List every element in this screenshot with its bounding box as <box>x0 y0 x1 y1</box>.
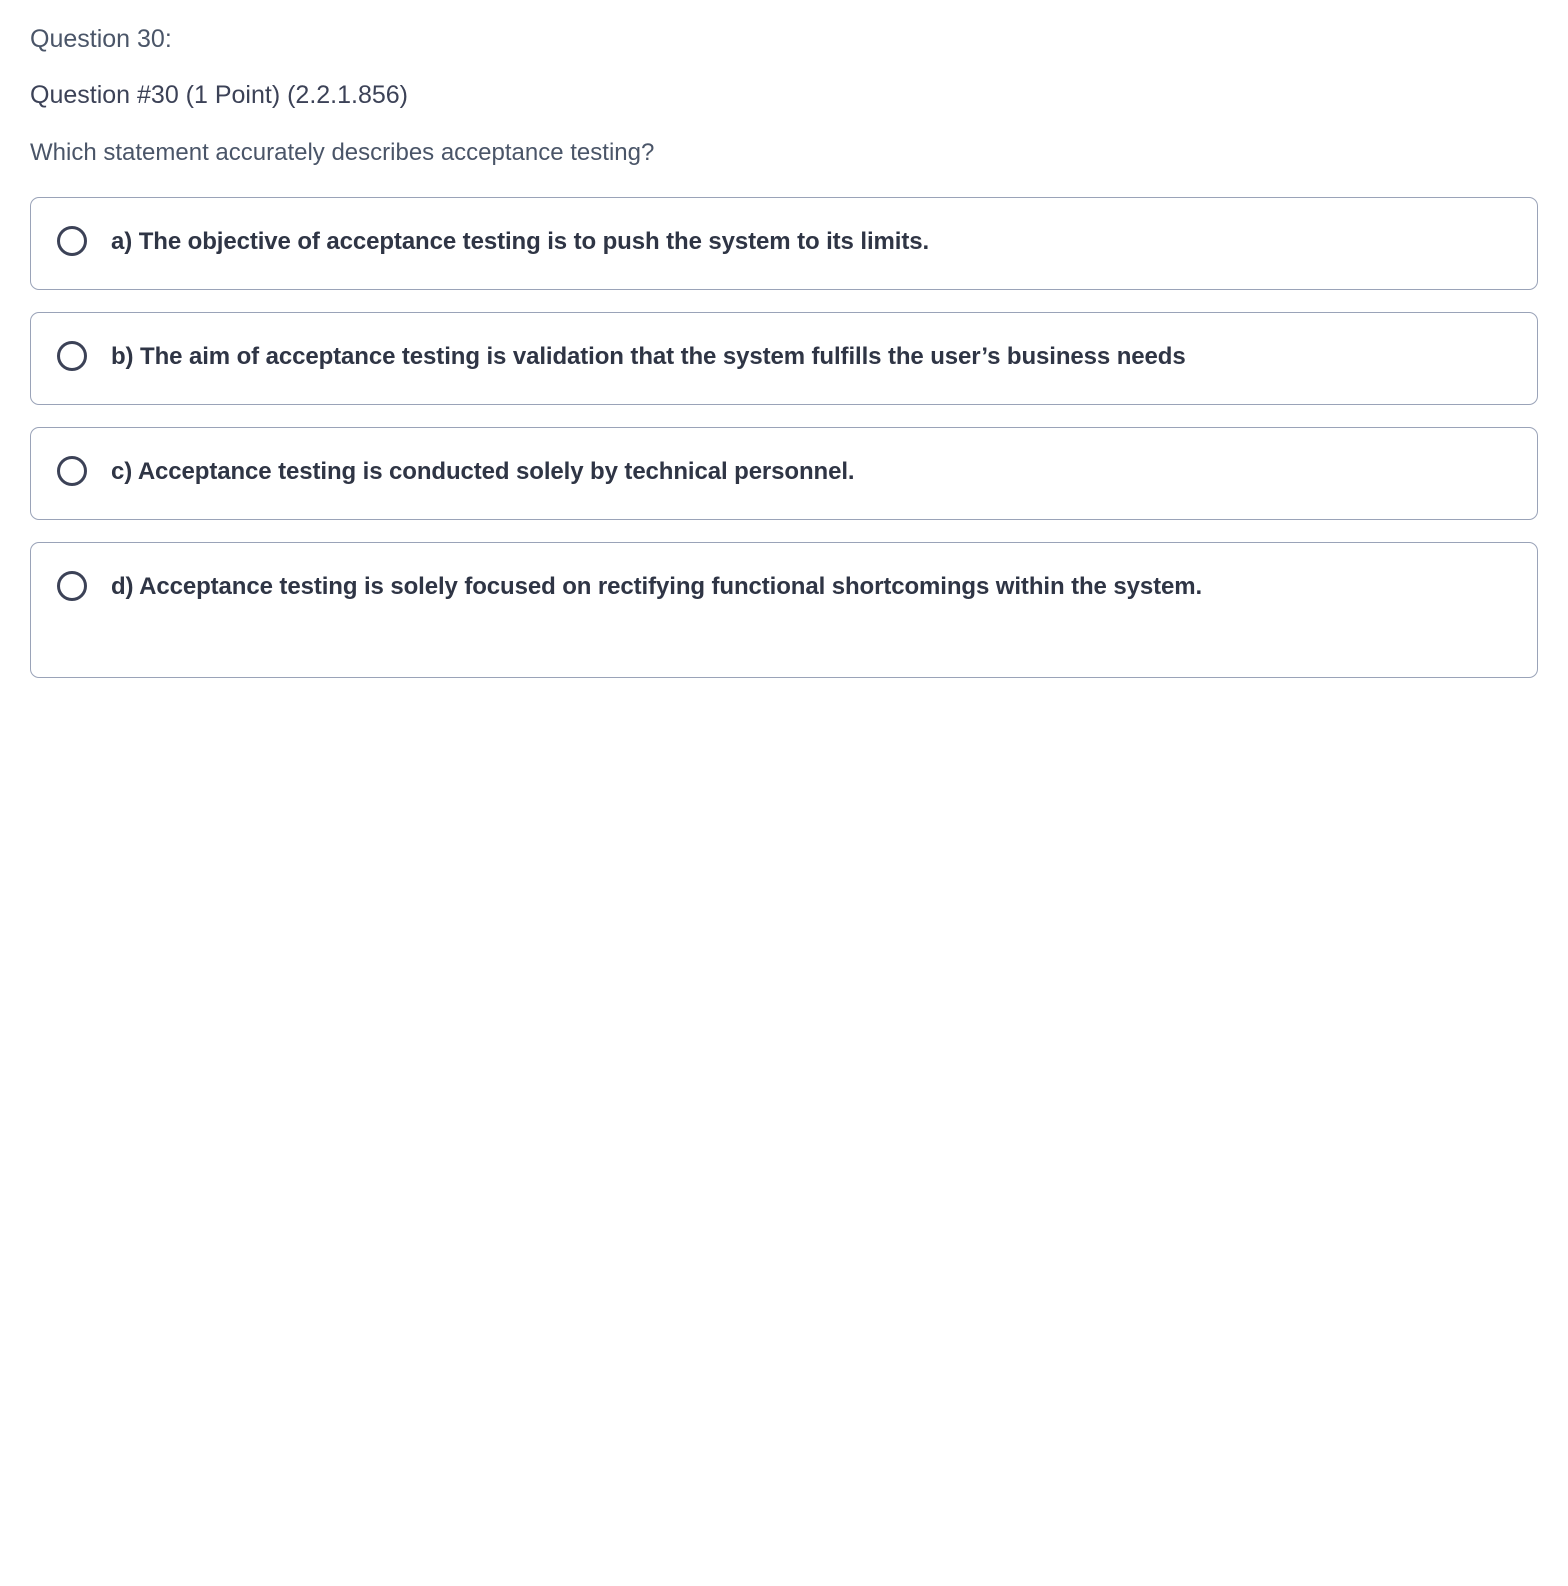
question-page <box>0 0 1568 678</box>
answer-option-d[interactable] <box>30 542 1538 678</box>
radio-button-icon-a[interactable] <box>57 226 87 256</box>
answer-option-a[interactable] <box>30 197 1538 290</box>
answer-option-b-label: b) The aim of acceptance testing is validation that the system fulfills the user’s business needs <box>111 343 1186 370</box>
answer-option-d-label: d) Acceptance testing is solely focused on rectifying functional shortcomings within the system. <box>111 573 1203 600</box>
answer-option-b[interactable] <box>30 312 1538 405</box>
question-meta: Question #30 (1 Point) (2.2.1.856) <box>30 81 409 109</box>
answer-option-a-label: a) The objective of acceptance testing is to push the system to its limits. <box>111 228 930 255</box>
question-prompt: Which statement accurately describes acceptance testing? <box>30 139 655 166</box>
answer-options-list <box>30 197 1538 678</box>
question-number-label: Question 30: <box>30 25 172 53</box>
radio-button-icon-b[interactable] <box>57 341 87 371</box>
radio-button-icon-d[interactable] <box>57 571 87 601</box>
answer-option-c-label: c) Acceptance testing is conducted solely by technical personnel. <box>111 458 855 485</box>
radio-button-icon-c[interactable] <box>57 456 87 486</box>
answer-option-c[interactable] <box>30 427 1538 520</box>
